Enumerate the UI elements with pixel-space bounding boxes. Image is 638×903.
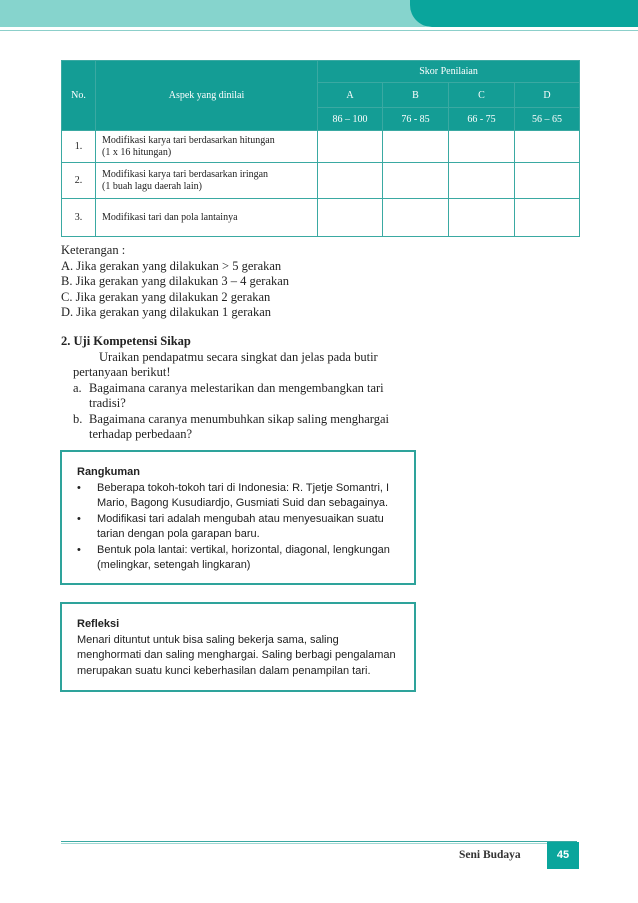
keterangan-item-d: D. Jika gerakan yang dilakukan 1 gerakan <box>61 305 271 319</box>
row-number: 2. <box>62 163 96 199</box>
score-cell <box>515 163 580 199</box>
row-aspect-line2: (1 buah lagu daerah lain) <box>102 180 202 192</box>
uji-section <box>61 334 403 443</box>
header-rule <box>0 30 638 31</box>
col-header-aspect: Aspek yang dinilai <box>96 61 318 131</box>
rangkuman-bullet-1 <box>77 481 414 497</box>
range-b: 76 - 85 <box>383 108 449 131</box>
row-aspect-line1: Modifikasi karya tari berdasarkan iringan <box>102 168 269 180</box>
col-header-no: No. <box>62 61 96 131</box>
footer-rule-light <box>61 843 577 844</box>
score-cell <box>318 163 383 199</box>
bullet-line: Beberapa tokoh-tokoh tari di Indonesia: R. Tjetje Somantri, I <box>97 481 390 494</box>
rangkuman-bullet-2 <box>77 512 414 528</box>
bullet-icon: • <box>77 512 81 525</box>
table-row <box>62 163 580 199</box>
score-cell <box>515 199 580 237</box>
page-number: 45 <box>547 842 579 869</box>
keterangan-item-a: A. Jika gerakan yang dilakukan > 5 gerakan <box>61 258 282 273</box>
row-number: 3. <box>62 199 96 237</box>
bullet-line: Mario, Bagong Kusudiardjo, Gusmiati Suid dan sebagainya. <box>97 497 389 509</box>
score-cell <box>449 199 515 237</box>
header-bar-light <box>0 0 446 27</box>
footer-rule <box>61 841 577 842</box>
range-a: 86 – 100 <box>318 108 383 131</box>
score-cell <box>383 199 449 237</box>
score-cell <box>318 131 383 163</box>
question-b-line1: Bagaimana caranya menumbuhkan sikap saling menghargai <box>89 411 390 426</box>
refleksi-line3: merupakan suatu kunci keberhasilan dalam penampilan tari. <box>77 664 371 677</box>
uji-intro-line1: Uraikan pendapatmu secara singkat dan jelas pada butir <box>99 349 378 364</box>
refleksi-box <box>60 602 416 692</box>
question-a <box>61 381 403 397</box>
grade-d: D <box>515 83 580 108</box>
header-bar-dark <box>410 0 638 27</box>
score-cell <box>449 163 515 199</box>
table-row <box>62 131 580 163</box>
bullet-line: Modifikasi tari adalah mengubah atau menyesuaikan suatu <box>97 512 384 525</box>
refleksi-title: Refleksi <box>77 618 120 630</box>
row-aspect <box>96 163 318 199</box>
row-aspect-line1: Modifikasi tari dan pola lantainya <box>102 211 238 223</box>
grade-a: A <box>318 83 383 108</box>
score-cell <box>383 163 449 199</box>
rangkuman-box <box>60 450 416 585</box>
footer-book-title: Seni Budaya <box>459 849 521 861</box>
keterangan-title: Keterangan : <box>61 243 126 257</box>
row-number: 1. <box>62 131 96 163</box>
grade-c: C <box>449 83 515 108</box>
score-table <box>61 60 580 237</box>
question-a-line1: Bagaimana caranya melestarikan dan mengembangkan tari <box>89 380 384 395</box>
row-aspect <box>96 199 318 237</box>
grade-b: B <box>383 83 449 108</box>
refleksi-line1: Menari dituntut untuk bisa saling bekerja sama, saling <box>77 633 339 646</box>
score-cell <box>318 199 383 237</box>
range-c: 66 - 75 <box>449 108 515 131</box>
keterangan-section <box>61 243 289 321</box>
row-aspect-line2: (1 x 16 hitungan) <box>102 146 172 158</box>
row-aspect <box>96 131 318 163</box>
table-row <box>62 199 580 237</box>
keterangan-item-c: C. Jika gerakan yang dilakukan 2 gerakan <box>61 289 271 304</box>
question-b-line2: terhadap perbedaan? <box>89 427 193 441</box>
question-a-label: a. <box>73 380 82 395</box>
bullet-line: (melingkar, setengah lingkaran) <box>97 559 251 571</box>
score-cell <box>383 131 449 163</box>
question-b <box>61 412 403 428</box>
range-d: 56 – 65 <box>515 108 580 131</box>
rangkuman-title: Rangkuman <box>77 466 140 478</box>
rangkuman-bullet-3 <box>77 543 414 559</box>
uji-heading: 2. Uji Kompetensi Sikap <box>61 334 191 348</box>
row-aspect-line1: Modifikasi karya tari berdasarkan hitungan <box>102 134 275 146</box>
bullet-icon: • <box>77 543 81 556</box>
question-a-line2: tradisi? <box>89 396 126 410</box>
keterangan-item-b: B. Jika gerakan yang dilakukan 3 – 4 gerakan <box>61 274 290 288</box>
bullet-line: Bentuk pola lantai: vertikal, horizontal, diagonal, lengkungan <box>97 543 390 556</box>
question-b-label: b. <box>73 411 83 426</box>
refleksi-line2: menghormati dan saling menghargai. Saling berbagi pengalaman <box>77 649 396 661</box>
bullet-icon: • <box>77 481 81 494</box>
score-cell <box>515 131 580 163</box>
score-cell <box>449 131 515 163</box>
uji-intro-line2: pertanyaan berikut! <box>73 365 171 379</box>
col-header-score: Skor Penilaian <box>318 61 580 83</box>
bullet-line: tarian dengan pola garapan baru. <box>97 528 260 540</box>
